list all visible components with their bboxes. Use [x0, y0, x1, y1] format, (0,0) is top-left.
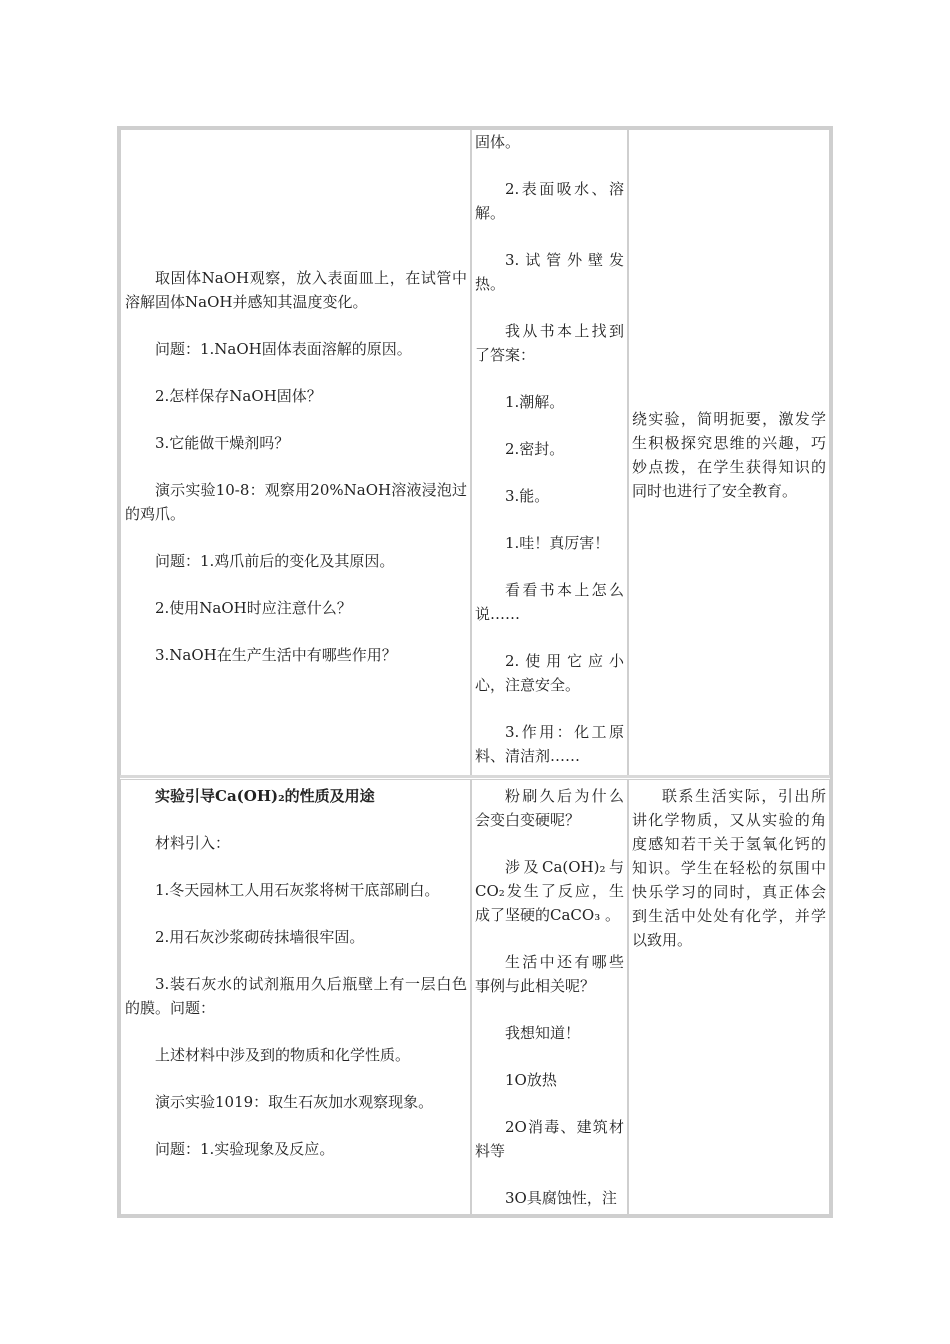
- paragraph: 3.装石灰水的试剂瓶用久后瓶壁上有一层白色的膜。问题：: [125, 975, 467, 1017]
- paragraph: 2O消毒、建筑材料等: [475, 1118, 624, 1160]
- paragraph: 固体。: [475, 133, 521, 151]
- paragraph: 涉及Ca(OH)₂与CO₂发生了反应，生成了坚硬的CaCO₃ 。: [475, 858, 624, 924]
- paragraph: 问题：1.鸡爪前后的变化及其原因。: [155, 552, 395, 570]
- paragraph: 3.NaOH在生产生活中有哪些作用？: [155, 646, 397, 664]
- paragraph: 3.作用：化工原料、清洁剂……: [475, 723, 624, 765]
- teacher-activity-text: [125, 266, 467, 690]
- teacher-activity-cell: [120, 129, 471, 777]
- paragraph: 生活中还有哪些事例与此相关呢？: [475, 953, 624, 995]
- teacher-activity-cell: [120, 779, 471, 1215]
- paragraph: 我想知道！: [505, 1024, 581, 1042]
- paragraph: 联系生活实际，引出所讲化学物质，又从实验的角度感知若干关于氢氧化钙的知识。学生在轻松的氛围中快乐学习的同时，真正体会到生活中处处有化学，并学以致用。: [632, 787, 826, 949]
- paragraph: 演示实验10-8：观察用20%NaOH溶液浸泡过的鸡爪。: [125, 481, 467, 523]
- paragraph: 2.使用NaOH时应注意什么？: [155, 599, 352, 617]
- design-intent-cell: [628, 129, 830, 777]
- paragraph: 2.使用它应小心，注意安全。: [475, 652, 624, 694]
- design-intent-text: [632, 784, 826, 975]
- paragraph: 3O具腐蚀性，注: [505, 1189, 617, 1207]
- student-activity-cell: [471, 779, 628, 1215]
- paragraph: 上述材料中涉及到的物质和化学性质。: [155, 1046, 411, 1064]
- paragraph: 2.用石灰沙浆砌砖抹墙很牢固。: [155, 928, 365, 946]
- design-intent-text: [632, 407, 826, 526]
- paragraph: 问题：1.实验现象及反应。: [155, 1140, 335, 1158]
- paragraph: 问题：1.NaOH固体表面溶解的原因。: [155, 340, 412, 358]
- paragraph: 3.试管外壁发热。: [475, 251, 624, 293]
- paragraph: 2.表面吸水、溶解。: [475, 180, 624, 222]
- paragraph: 2.密封。: [505, 440, 565, 458]
- table-row: [120, 779, 830, 1215]
- section-title: 实验引导Ca(OH)₂的性质及用途: [155, 787, 375, 805]
- paragraph: 2.怎样保存NaOH固体？: [155, 387, 322, 405]
- teacher-activity-text: [125, 784, 467, 1184]
- paragraph: 3.能。: [505, 487, 550, 505]
- paragraph: 绕实验，简明扼要，激发学生积极探究思维的兴趣，巧妙点拨，在学生获得知识的同时也进行了安全教育。: [632, 410, 826, 500]
- student-activity-text: [475, 130, 624, 777]
- paragraph: 材料引入：: [155, 834, 231, 852]
- table-row: [120, 129, 830, 777]
- student-activity-text: [475, 784, 624, 1215]
- paragraph: 1O放热: [505, 1071, 557, 1089]
- paragraph: 3.它能做干燥剂吗？: [155, 434, 290, 452]
- paragraph: 我从书本上找到了答案：: [475, 322, 624, 364]
- lesson-plan-table: [117, 126, 833, 1218]
- paragraph: 1.哇！真厉害！: [505, 534, 610, 552]
- student-activity-cell: [471, 129, 628, 777]
- paragraph: 粉刷久后为什么会变白变硬呢？: [475, 787, 624, 829]
- paragraph: 1.潮解。: [505, 393, 565, 411]
- paragraph: 看看书本上怎么说……: [475, 581, 624, 623]
- paragraph: 1.冬天园林工人用石灰浆将树干底部刷白。: [155, 881, 440, 899]
- paragraph: 演示实验1019：取生石灰加水观察现象。: [155, 1093, 434, 1111]
- row-divider: [120, 775, 830, 778]
- design-intent-cell: [628, 779, 830, 1215]
- paragraph: 取固体NaOH观察，放入表面皿上，在试管中溶解固体NaOH并感知其温度变化。: [125, 269, 467, 311]
